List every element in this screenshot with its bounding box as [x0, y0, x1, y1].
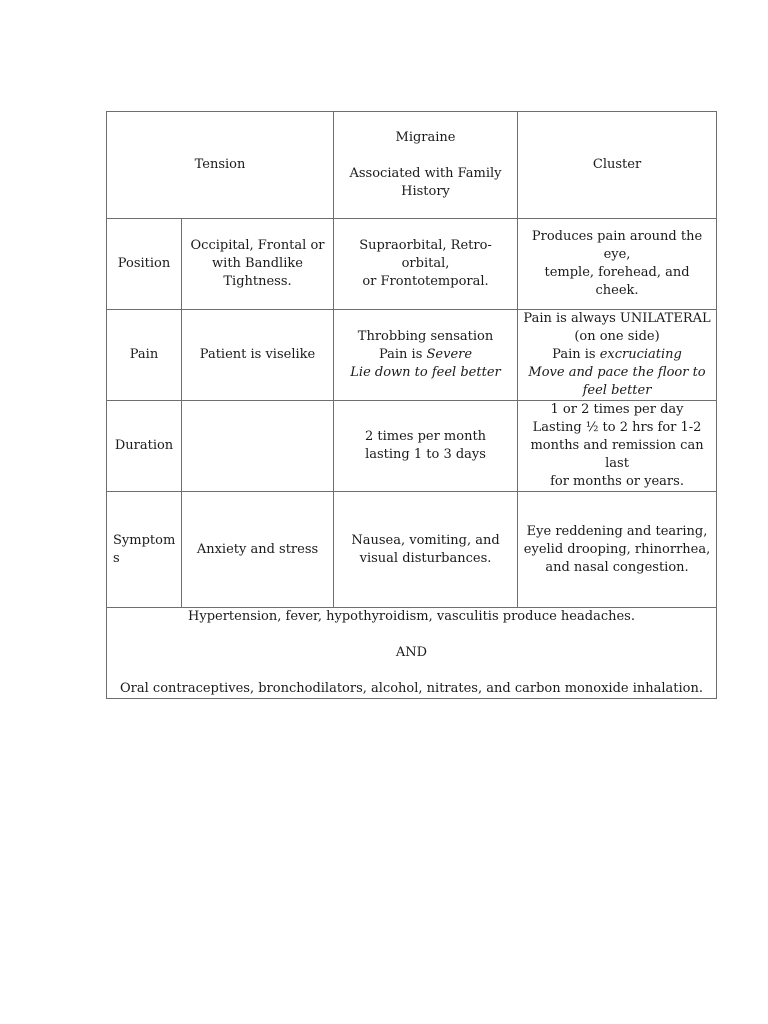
footer-line-2: AND [395, 645, 428, 660]
cell-pain-tension [182, 310, 334, 401]
pain-cluster-line-1: Pain is always UNILATERAL [523, 311, 711, 326]
position-cluster-line-1: Produces pain around the eye, [531, 229, 703, 262]
row-label-position [107, 219, 182, 310]
cell-pain-migraine [334, 310, 518, 401]
duration-cluster-line-4: for months or years. [550, 474, 684, 489]
symptoms-label-line-2: s [113, 550, 120, 566]
header-migraine [334, 112, 518, 219]
duration-cluster-line-1: 1 or 2 times per day [550, 402, 684, 417]
header-migraine-subtitle-1: Associated with Family [349, 166, 502, 181]
duration-label: Duration [114, 438, 174, 453]
footer-line-3: Oral contraceptives, bronchodilators, alcohol, nitrates, and carbon monoxide inhalation. [120, 681, 703, 696]
symptoms-label-line-1: Symptom [113, 532, 176, 548]
footer-line-1: Hypertension, fever, hypothyroidism, vasculitis produce headaches. [188, 609, 635, 624]
cell-position-migraine [334, 219, 518, 310]
cell-symptoms-cluster [518, 492, 717, 608]
table-row-symptoms [107, 492, 717, 608]
cell-symptoms-tension [182, 492, 334, 608]
pain-migraine-severity: Severe [426, 347, 473, 362]
symptoms-migraine-line-1: Nausea, vomiting, and [351, 532, 500, 548]
header-migraine-title: Migraine [395, 130, 456, 145]
pain-cluster-prefix: Pain is [552, 347, 600, 362]
cell-position-tension [182, 219, 334, 310]
position-cluster-line-2: temple, forehead, and cheek. [544, 265, 690, 298]
pain-migraine-line-1: Throbbing sensation [357, 329, 494, 344]
row-label-symptoms [107, 492, 182, 608]
header-cluster [518, 112, 717, 219]
pain-label: Pain [129, 347, 159, 362]
duration-cluster-line-3: months and remission can last [530, 438, 704, 471]
pain-migraine-line-3: Lie down to feel better [350, 365, 501, 380]
cell-position-cluster [518, 219, 717, 310]
pain-migraine-prefix: Pain is [378, 347, 427, 362]
duration-migraine-line-1: 2 times per month [364, 429, 487, 444]
cell-duration-cluster [518, 401, 717, 492]
symptoms-tension-text: Anxiety and stress [196, 541, 319, 557]
symptoms-cluster-line-1: Eye reddening and tearing, [526, 523, 708, 539]
pain-cluster-line-2: (on one side) [574, 329, 660, 344]
header-tension-label: Tension [194, 157, 246, 172]
table-row-duration [107, 401, 717, 492]
headache-comparison-table [106, 111, 717, 699]
row-label-duration [107, 401, 182, 492]
position-label: Position [117, 256, 171, 271]
position-tension-line-3: Tightness. [223, 274, 292, 289]
footer-cell [107, 608, 717, 699]
header-cluster-label: Cluster [592, 157, 642, 172]
cell-duration-migraine [334, 401, 518, 492]
duration-cluster-line-2: Lasting ½ to 2 hrs for 1-2 [532, 420, 702, 435]
pain-migraine-line-2 [338, 346, 513, 364]
table-header-row [107, 112, 717, 219]
pain-tension-text: Patient is viselike [199, 347, 316, 362]
symptoms-cluster-line-2: eyelid drooping, rhinorrhea, [523, 541, 711, 557]
duration-migraine-line-2: lasting 1 to 3 days [365, 447, 486, 462]
symptoms-cluster-line-3: and nasal congestion. [545, 559, 689, 575]
table-row-position [107, 219, 717, 310]
table-footer-row [107, 608, 717, 699]
symptoms-migraine-line-2: visual disturbances. [359, 550, 492, 566]
position-migraine-line-2: or Frontotemporal. [362, 274, 489, 289]
position-tension-line-2: with Bandlike [212, 256, 303, 271]
pain-cluster-severity: excruciating [599, 347, 682, 362]
cell-symptoms-migraine [334, 492, 518, 608]
table-row-pain [107, 310, 717, 401]
pain-cluster-line-5: feel better [582, 383, 652, 398]
cell-duration-tension [182, 401, 334, 492]
pain-cluster-line-4: Move and pace the floor to [528, 365, 706, 380]
header-tension [107, 112, 334, 219]
pain-cluster-line-3 [522, 346, 712, 364]
header-migraine-subtitle-2: History [401, 184, 450, 199]
row-label-pain [107, 310, 182, 401]
cell-pain-cluster [518, 310, 717, 401]
position-tension-line-1: Occipital, Frontal or [190, 238, 325, 253]
position-migraine-line-1: Supraorbital, Retro-orbital, [359, 238, 492, 271]
